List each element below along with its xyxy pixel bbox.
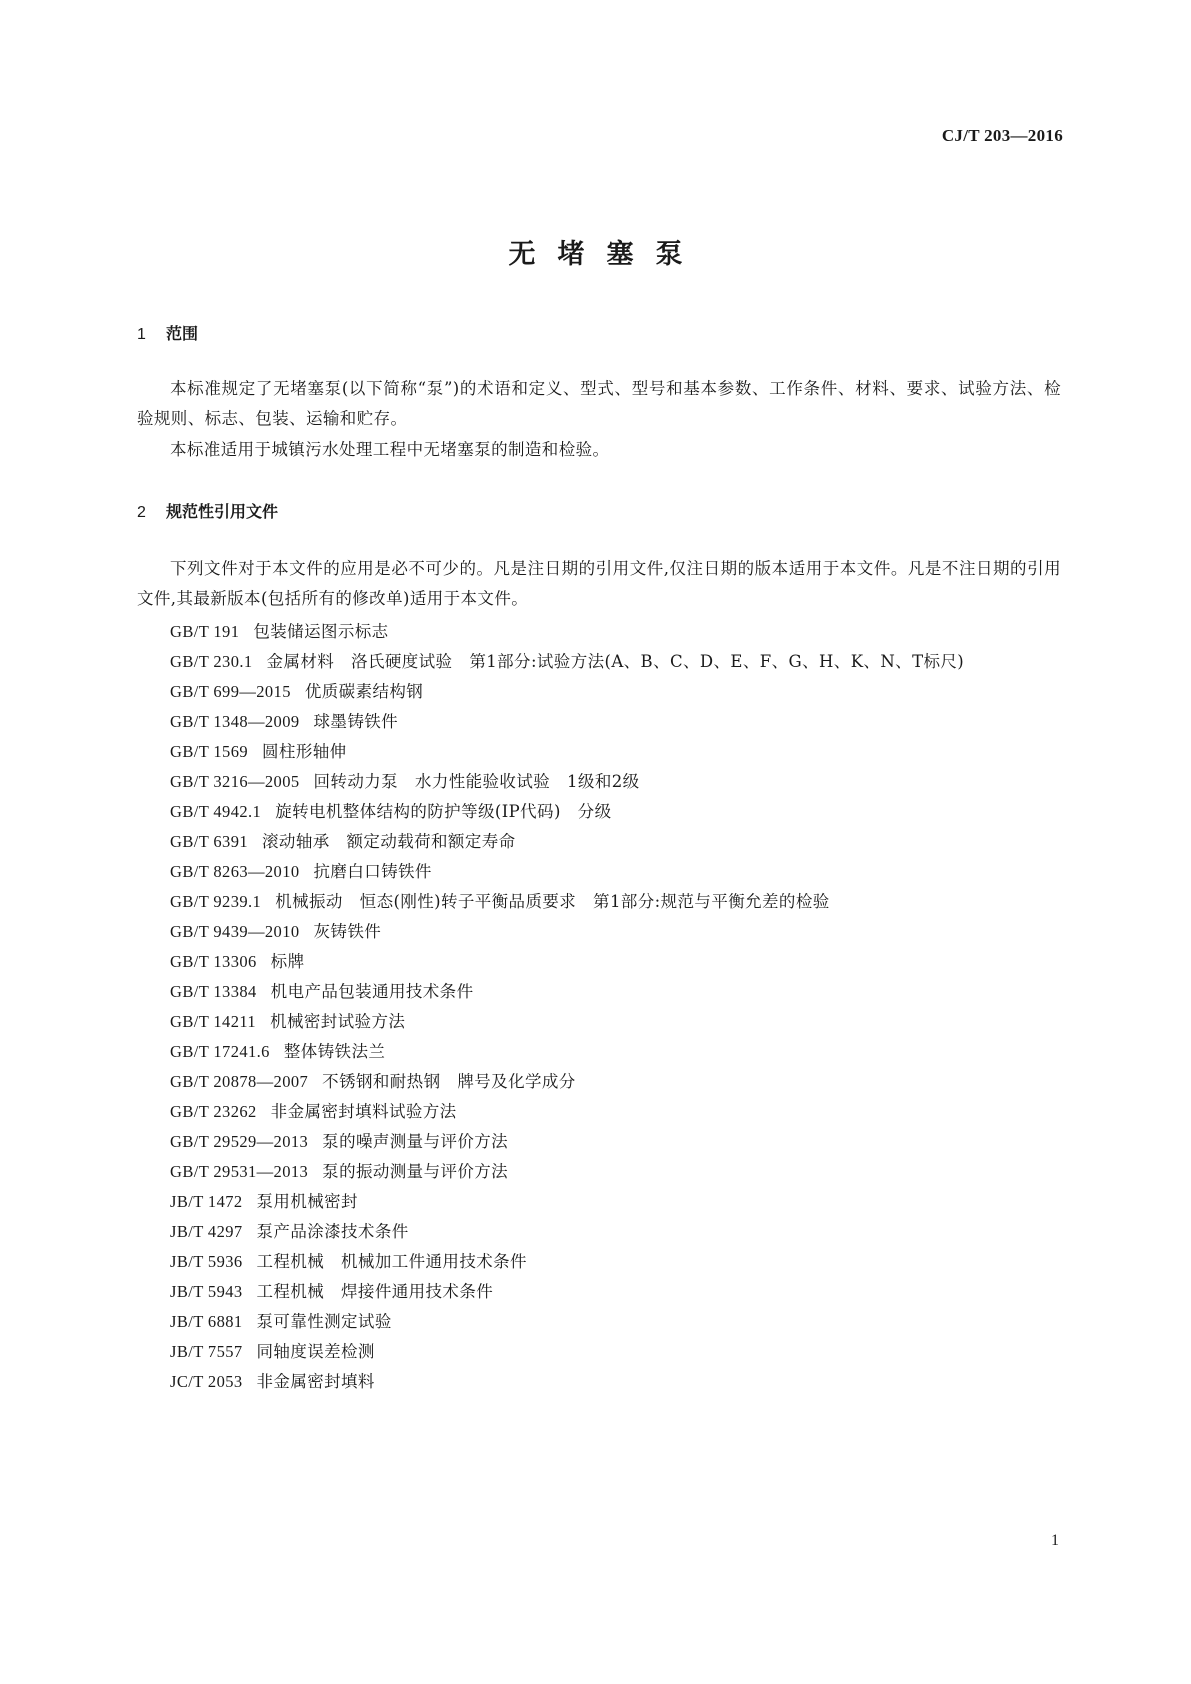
reference-code: GB/T 29531—2013 bbox=[170, 1162, 309, 1181]
reference-title: 整体铸铁法兰 bbox=[283, 1042, 386, 1061]
reference-item bbox=[137, 887, 1061, 917]
reference-item bbox=[137, 1337, 1061, 1367]
reference-title: 泵产品涂漆技术条件 bbox=[256, 1222, 409, 1241]
reference-title: 非金属密封填料试验方法 bbox=[270, 1102, 457, 1121]
reference-code: GB/T 17241.6 bbox=[170, 1042, 270, 1061]
reference-title: 抗磨白口铸铁件 bbox=[313, 862, 432, 881]
reference-code: JC/T 2053 bbox=[170, 1372, 243, 1391]
scope-paragraph-1: 本标准规定了无堵塞泵(以下简称“泵”)的术语和定义、型式、型号和基本参数、工作条件、材料、要求、试验方法、检验规则、标志、包装、运输和贮存。 bbox=[137, 379, 1061, 428]
reference-title: 灰铸铁件 bbox=[313, 922, 382, 941]
reference-item bbox=[137, 1247, 1061, 1277]
reference-code: GB/T 3216—2005 bbox=[170, 772, 300, 791]
reference-title: 滚动轴承 额定动载荷和额定寿命 bbox=[262, 832, 516, 851]
reference-title: 旋转电机整体结构的防护等级(IP代码) 分级 bbox=[275, 802, 612, 821]
scope-paragraph-2: 本标准适用于城镇污水处理工程中无堵塞泵的制造和检验。 bbox=[170, 440, 610, 459]
reference-title: 优质碳素结构钢 bbox=[304, 682, 424, 701]
reference-code: GB/T 4942.1 bbox=[170, 802, 262, 821]
reference-code: GB/T 1348—2009 bbox=[170, 712, 300, 731]
reference-item bbox=[137, 767, 1061, 797]
reference-title: 同轴度误差检测 bbox=[256, 1342, 375, 1361]
reference-item bbox=[137, 977, 1061, 1007]
reference-code: GB/T 9439—2010 bbox=[170, 922, 300, 941]
reference-title: 不锈钢和耐热钢 牌号及化学成分 bbox=[322, 1072, 576, 1091]
reference-code: GB/T 13306 bbox=[170, 952, 257, 971]
document-title: 无堵塞泵 bbox=[508, 239, 705, 270]
reference-title: 泵用机械密封 bbox=[256, 1192, 358, 1211]
reference-code: GB/T 699—2015 bbox=[170, 682, 291, 701]
reference-code: GB/T 191 bbox=[170, 622, 240, 641]
reference-code: GB/T 29529—2013 bbox=[170, 1132, 309, 1151]
reference-code: JB/T 4297 bbox=[170, 1222, 243, 1241]
reference-title: 金属材料 洛氏硬度试验 第1部分:试验方法(A、B、C、D、E、F、G、H、K、N、T标尺) bbox=[266, 652, 965, 671]
reference-code: GB/T 6391 bbox=[170, 832, 249, 851]
reference-item bbox=[137, 617, 1061, 647]
page-number: 1 bbox=[1051, 1532, 1059, 1549]
reference-item bbox=[137, 1007, 1061, 1037]
reference-title: 球墨铸铁件 bbox=[313, 712, 399, 731]
references-intro-paragraph: 下列文件对于本文件的应用是必不可少的。凡是注日期的引用文件,仅注日期的版本适用于本文件。凡是不注日期的引用文件,其最新版本(包括所有的修改单)适用于本文件。 bbox=[137, 559, 1061, 608]
section-2-heading bbox=[137, 499, 278, 522]
reference-item bbox=[137, 827, 1061, 857]
reference-item bbox=[137, 1097, 1061, 1127]
reference-item bbox=[137, 1157, 1061, 1187]
section-2-number: 2 bbox=[137, 504, 146, 521]
reference-code: GB/T 1569 bbox=[170, 742, 249, 761]
reference-title: 工程机械 机械加工件通用技术条件 bbox=[256, 1252, 527, 1271]
reference-code: GB/T 8263—2010 bbox=[170, 862, 300, 881]
section-1-number: 1 bbox=[137, 326, 146, 343]
section-2-title: 规范性引用文件 bbox=[166, 502, 279, 521]
section-1-title: 范围 bbox=[166, 324, 199, 343]
standard-code: CJ/T 203—2016 bbox=[941, 126, 1063, 145]
reference-title: 泵的振动测量与评价方法 bbox=[322, 1162, 509, 1181]
reference-title: 泵可靠性测定试验 bbox=[256, 1312, 392, 1331]
reference-item bbox=[137, 737, 1061, 767]
reference-item bbox=[137, 1307, 1061, 1337]
reference-item bbox=[137, 647, 1061, 677]
normative-references-list bbox=[137, 617, 1061, 1397]
reference-code: JB/T 7557 bbox=[170, 1342, 243, 1361]
reference-item bbox=[137, 1187, 1061, 1217]
reference-code: GB/T 9239.1 bbox=[170, 892, 262, 911]
reference-code: JB/T 1472 bbox=[170, 1192, 243, 1211]
section-1-heading bbox=[137, 321, 198, 344]
reference-item bbox=[137, 1067, 1061, 1097]
reference-title: 机电产品包装通用技术条件 bbox=[270, 982, 474, 1001]
reference-item bbox=[137, 857, 1061, 887]
reference-title: 回转动力泵 水力性能验收试验 1级和2级 bbox=[313, 772, 640, 791]
reference-item bbox=[137, 1037, 1061, 1067]
reference-title: 泵的噪声测量与评价方法 bbox=[322, 1132, 509, 1151]
reference-code: GB/T 13384 bbox=[170, 982, 257, 1001]
reference-code: GB/T 14211 bbox=[170, 1012, 257, 1031]
reference-item bbox=[137, 677, 1061, 707]
reference-code: JB/T 5943 bbox=[170, 1282, 243, 1301]
reference-item bbox=[137, 1277, 1061, 1307]
reference-item bbox=[137, 1367, 1061, 1397]
reference-title: 非金属密封填料 bbox=[256, 1372, 375, 1391]
reference-item bbox=[137, 797, 1061, 827]
reference-title: 机械密封试验方法 bbox=[270, 1012, 406, 1031]
reference-item bbox=[137, 707, 1061, 737]
reference-code: JB/T 5936 bbox=[170, 1252, 243, 1271]
reference-code: GB/T 23262 bbox=[170, 1102, 257, 1121]
reference-item bbox=[137, 1127, 1061, 1157]
reference-title: 标牌 bbox=[270, 952, 305, 971]
reference-title: 圆柱形轴伸 bbox=[262, 742, 347, 761]
reference-item bbox=[137, 917, 1061, 947]
reference-title: 工程机械 焊接件通用技术条件 bbox=[256, 1282, 494, 1301]
reference-item bbox=[137, 1217, 1061, 1247]
reference-code: JB/T 6881 bbox=[170, 1312, 243, 1331]
reference-code: GB/T 20878—2007 bbox=[170, 1072, 309, 1091]
reference-item bbox=[137, 947, 1061, 977]
reference-title: 机械振动 恒态(刚性)转子平衡品质要求 第1部分:规范与平衡允差的检验 bbox=[275, 892, 830, 911]
reference-title: 包装储运图示标志 bbox=[253, 622, 389, 641]
reference-code: GB/T 230.1 bbox=[170, 652, 253, 671]
